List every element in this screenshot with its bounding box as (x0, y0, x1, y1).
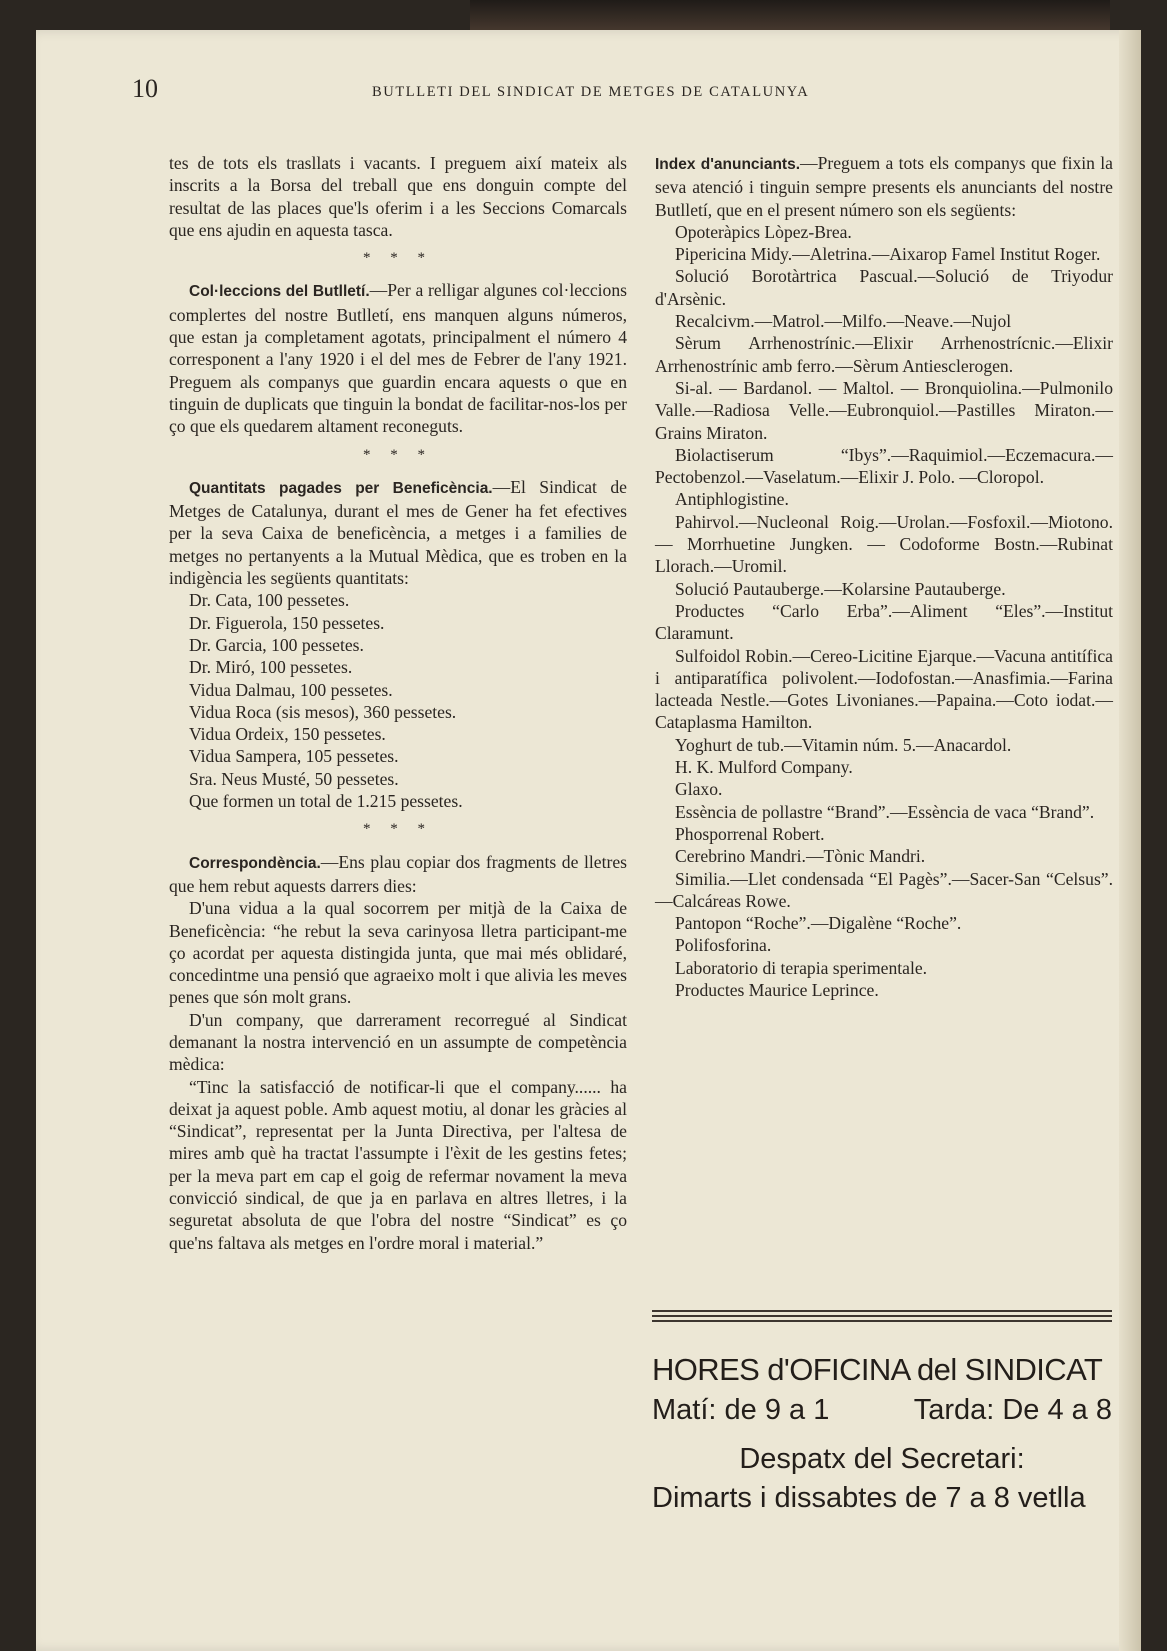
secretary-hours: Dimarts i dissabtes de 7 a 8 vetlla (652, 1482, 1086, 1514)
page-edge (1119, 30, 1141, 1651)
list-item: Polifosforina. (675, 935, 772, 956)
section-separator: * * * (363, 250, 433, 267)
list-item: Recalcivm.—Matrol.—Milfo.—Neave.—Nujol (675, 311, 1012, 332)
list-item: Biolactiserum “Ibys”.—Raquimiol.—Eczemacura.—Pectobenzol.—Vaselatum.—Elixir J. Polo. —Cloropol. (655, 444, 1113, 488)
list-item: Productes Maurice Leprince. (675, 979, 879, 1000)
payments-list (169, 589, 627, 812)
list-item: Opoteràpics Lòpez-Brea. (675, 221, 852, 242)
section-heading: Correspondència. (189, 854, 321, 872)
list-item: H. K. Mulford Company. (675, 757, 853, 778)
double-rule (652, 1310, 1112, 1325)
list-item: Phosporrenal Robert. (675, 823, 825, 844)
list-item: Dr. Miró, 100 pessetes. (189, 657, 353, 678)
letter-fragment: “Tinc la satisfacció de notificar-li que el company...... ha deixat ja aquest poble. Amb aquest motiu, al donar les gràcies al “Sindicat”, representat per la Junta Directiva, per l'altesa de mires amb què ha tractat l'assumpte i l'èxit de les gestins fetes; per la meva part em cap el goig de refermar novament la meva convicció sindical, de que ja en parlava en altres lletres, i la seguretat absoluta de que l'obra del nostre “Sindicat” es ço que'ns faltava als metges en l'ordre moral i material.” (169, 1076, 627, 1253)
list-item: Dr. Cata, 100 pessetes. (189, 590, 350, 611)
colleccions-paragraph (169, 279, 627, 437)
list-item: Pantopon “Roche”.—Digalène “Roche”. (675, 913, 962, 934)
divider (652, 1320, 1112, 1322)
section-text: —Ens plau copiar dos fragments de lletres que hem rebut aquests darrers dies: (169, 851, 627, 896)
list-item: Dr. Figuerola, 150 pessetes. (189, 612, 385, 633)
divider (652, 1310, 1112, 1312)
office-hours-box (652, 1352, 1112, 1515)
section-heading: Quantitats pagades per Beneficència. (189, 479, 493, 497)
advertisers-list (655, 221, 1113, 1001)
page-number: 10 (132, 74, 158, 103)
list-item: Sulfoidol Robin.—Cereo-Licitine Ejarque.—Vacuna antitífica i antiparatífica polivolent.—Iodofostan.—Anasfimia.—Farina lacteada Nestle.—Gotes Livonianes.—Papaina.—Coto iodat.—Cataplasma Hamilton. (655, 645, 1113, 733)
section-heading: Col·leccions del Butlletí. (189, 283, 370, 301)
list-item: Vidua Dalmau, 100 pessetes. (189, 679, 393, 700)
list-item: Sra. Neus Musté, 50 pessetes. (189, 768, 399, 789)
list-item: Vidua Ordeix, 150 pessetes. (189, 724, 386, 745)
correspondencia-paragraph (169, 851, 627, 898)
section-text: —Preguem a tots els companys que fixin la seva atenció i tinguin sempre presents els anunciants del nostre Butlletí, que en el present número son els següents: (655, 153, 1113, 220)
office-hours-title: HORES d'OFICINA del SINDICAT (652, 1352, 1103, 1387)
section-separator: * * * (363, 446, 433, 463)
morning-hours: Matí: de 9 a 1 (652, 1394, 830, 1426)
quantitats-paragraph (169, 476, 627, 589)
letter-fragment: D'una vidua a la qual socorrem per mitjà de la Caixa de Beneficència: “he rebut la seva carinyosa lletra participant-me ço acordat per aquesta distingida junta, que mai més oblidaré, concedintme una pensió que agraeixo molt i que alivia les meves penes que són molt grans. (169, 898, 627, 1008)
page-header (132, 74, 1052, 104)
afternoon-hours: Tarda: De 4 a 8 (913, 1394, 1112, 1426)
list-item: Vidua Sampera, 105 pessetes. (189, 746, 399, 767)
running-title: BUTLLETI DEL SINDICAT DE METGES DE CATALUNYA (372, 84, 810, 100)
section-separator: * * * (363, 821, 433, 838)
list-item: Pahirvol.—Nucleonal Roig.—Urolan.—Fosfoxil.—Miotono. — Morrhuetine Jungken. — Codoforme Bostn.—Rubinat Llorach.—Uromil. (655, 511, 1113, 577)
list-item: Essència de pollastre “Brand”.—Essència de vaca “Brand”. (675, 801, 1095, 822)
index-paragraph (655, 152, 1113, 221)
paragraph: tes de tots els trasllats i vacants. I preguem així mateix als inscrits a la Borsa del treball que ens donguin compte del resultat de las places que'ls oferim i a les Seccions Comarcals que ens ajudin en aquesta tasca. (169, 153, 627, 240)
list-item: Solució Pautauberge.—Kolarsine Pautauberge. (675, 578, 1006, 599)
list-item: Dr. Garcia, 100 pessetes. (189, 634, 364, 655)
secretary-heading: Despatx del Secretari: (739, 1443, 1025, 1475)
list-item: Si-al. — Bardanol. — Maltol. — Bronquiolina.—Pulmonilo Valle.—Radiosa Velle.—Eubronquiol.—Pastilles Miraton.—Grains Miraton. (655, 377, 1113, 443)
section-text: —Per a relligar algunes col·leccions complertes del nostre Butlletí, ens manquen alguns números, que estan ja completament agotats, principalment el número 4 corresponent a l'any 1920 i el del mes de Febrer de l'any 1921. Preguem als companys que guardin encara aquests o que en tinguin de duplicats que tinguin la bondat de facilitar-nos-los per ço que els quedarem altament reconeguts. (169, 280, 627, 437)
book-binding (470, 0, 1110, 34)
list-item: Glaxo. (675, 779, 723, 800)
list-item: Pipericina Midy.—Aletrina.—Aixarop Famel Institut Roger. (675, 244, 1101, 265)
list-item: Antiphlogistine. (675, 489, 789, 510)
section-text: —El Sindicat de Metges de Catalunya, durant el mes de Gener ha fet efectives per la seva Caixa de beneficència, a metges i a families de metges no pertanyents a la Mutual Mèdica, que es troben en la indigència les següents quantitats: (169, 476, 627, 589)
letter-intro: D'un company, que darrerament recorregué al Sindicat demanant la nostra intervenció en un assumpte de competència mèdica: (169, 1009, 627, 1075)
office-hours-row (652, 1394, 1112, 1427)
left-column (169, 152, 627, 1254)
list-item: Yoghurt de tub.—Vitamin núm. 5.—Anacardol. (675, 734, 1012, 755)
list-item: Vidua Roca (sis mesos), 360 pessetes. (189, 701, 457, 722)
right-column (655, 152, 1113, 1001)
list-item: Que formen un total de 1.215 pessetes. (189, 791, 463, 812)
list-item: Solució Borotàrtrica Pascual.—Solució de Triyodur d'Arsènic. (655, 266, 1113, 309)
list-item: Productes “Carlo Erba”.—Aliment “Eles”.—Institut Claramunt. (655, 600, 1113, 644)
list-item: Similia.—Llet condensada “El Pagès”.—Sacer-San “Celsus”.—Calcáreas Rowe. (655, 868, 1113, 911)
divider (652, 1315, 1112, 1317)
list-item: Cerebrino Mandri.—Tònic Mandri. (675, 846, 926, 867)
list-item: Sèrum Arrhenostrínic.—Elixir Arrhenostrícnic.—Elixir Arrhenostrínic amb ferro.—Sèrum Antiesclerogen. (655, 333, 1113, 376)
section-heading: Index d'anunciants. (655, 156, 801, 173)
list-item: Laboratorio di terapia sperimentale. (675, 957, 928, 978)
